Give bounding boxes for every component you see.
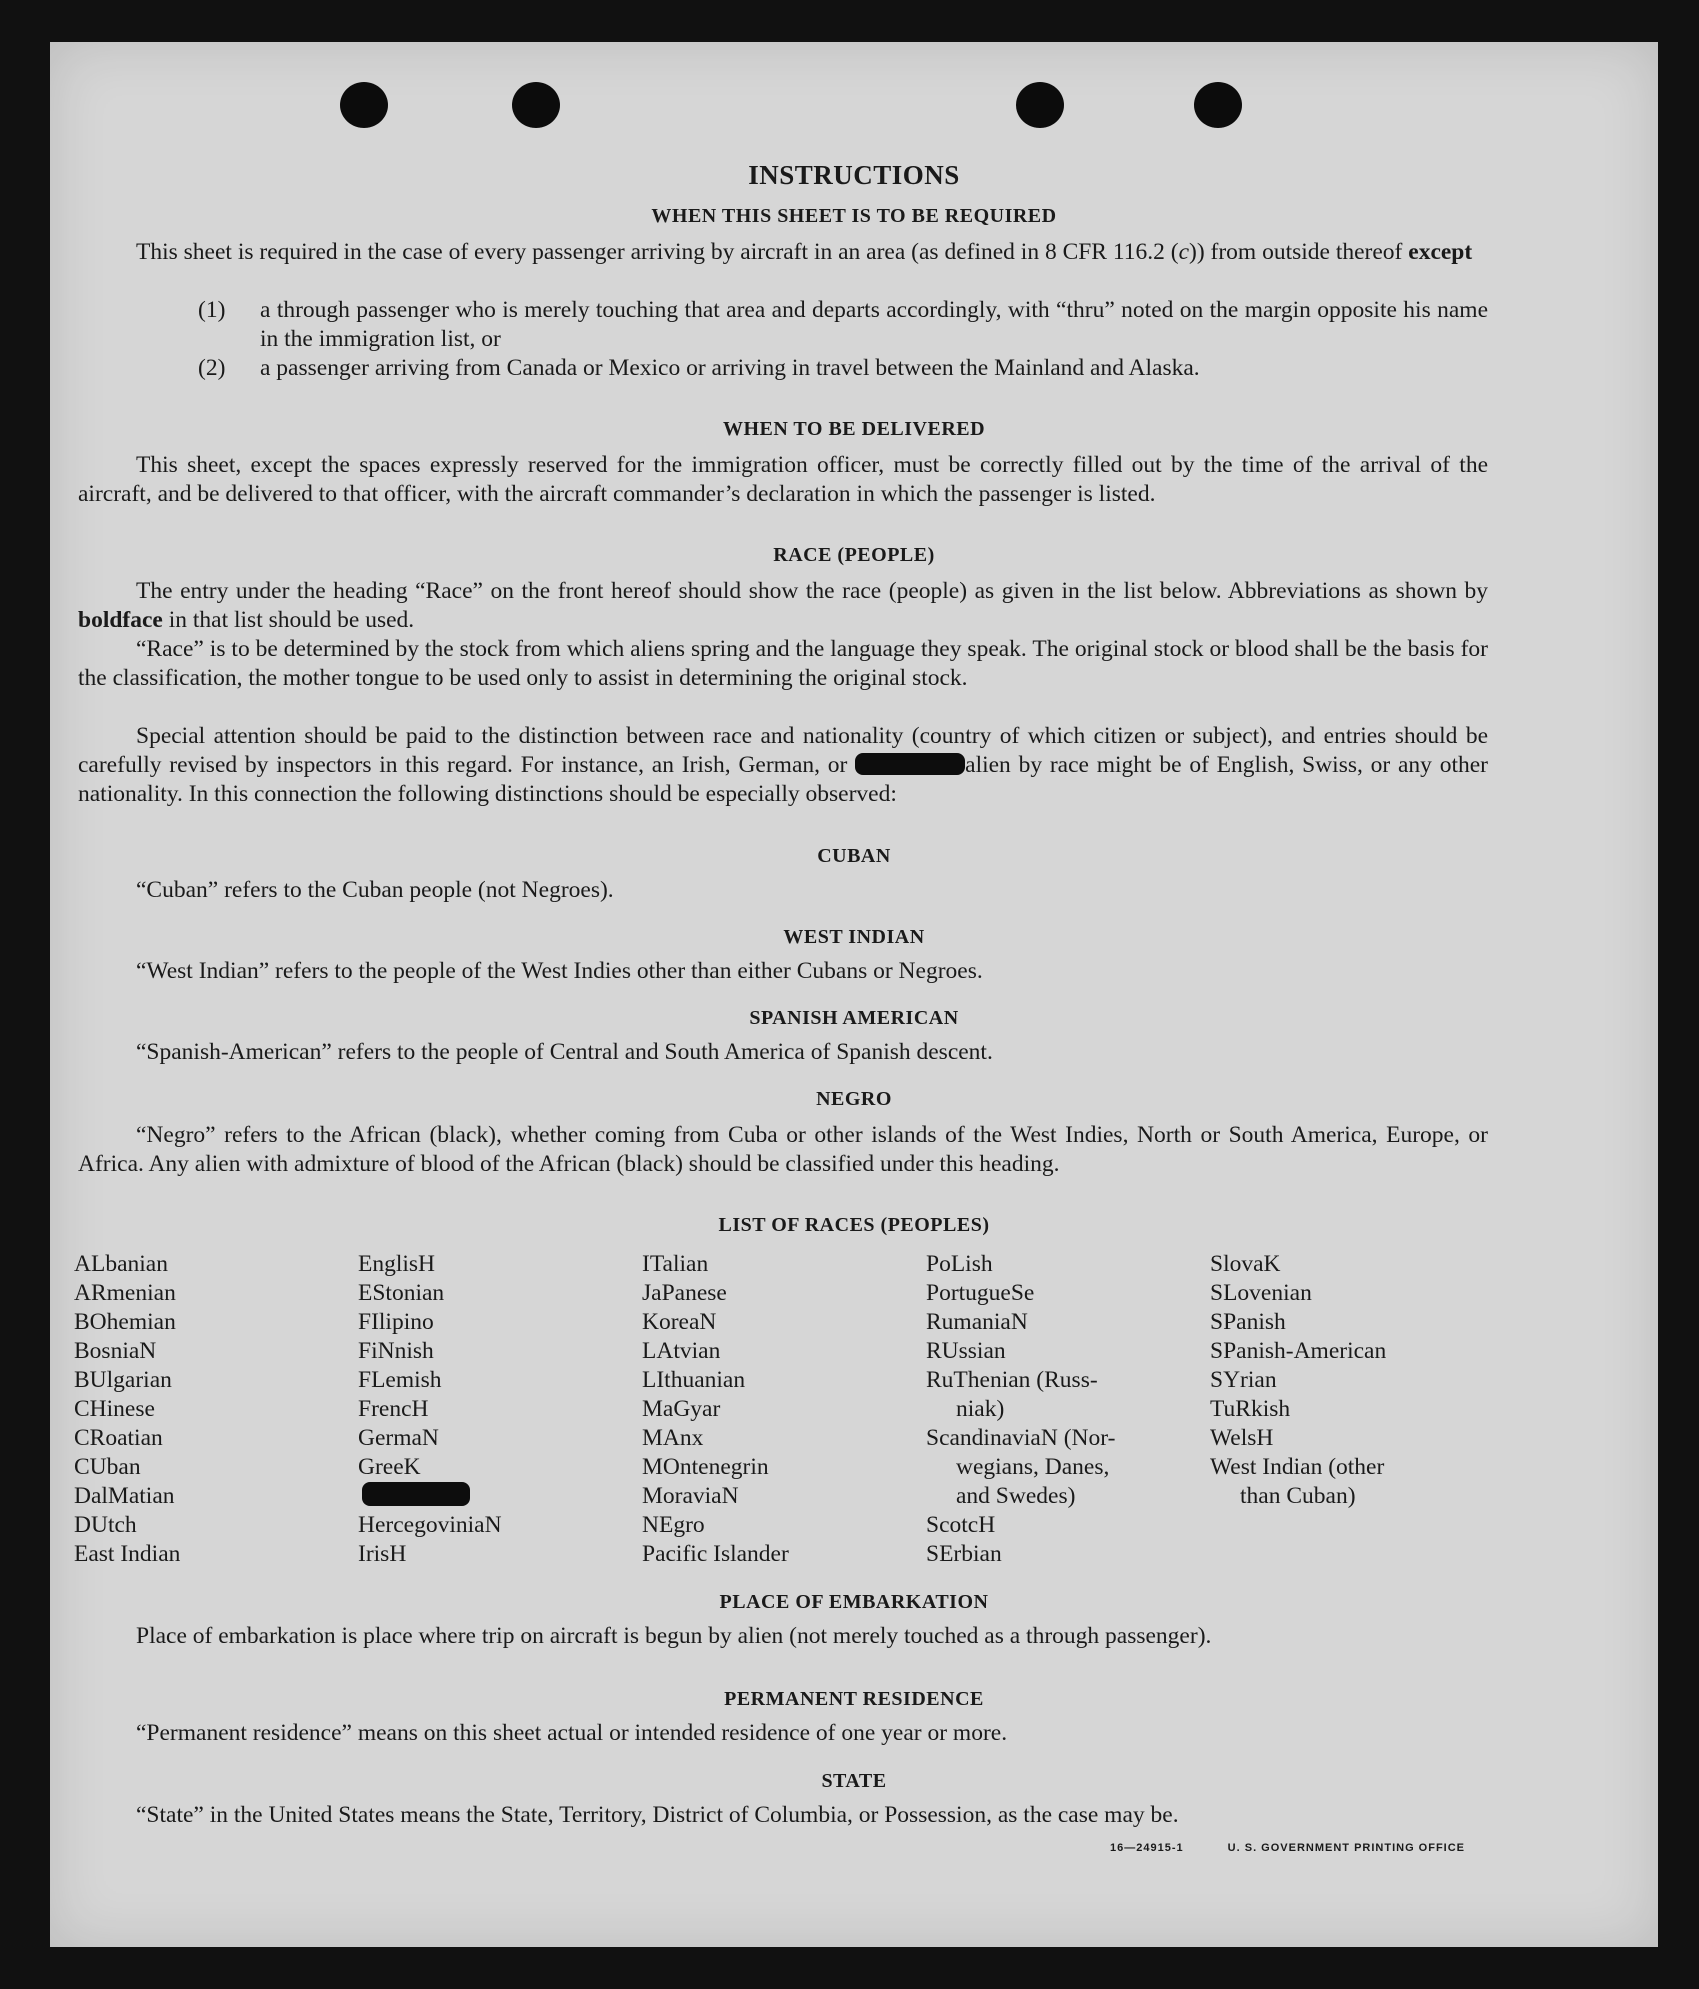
race-entry: EnglisH	[358, 1251, 436, 1277]
race-entry: East Indian	[74, 1541, 181, 1567]
race-entry: MaGyar	[642, 1396, 721, 1422]
race-entry: RuThenian (Russ-	[926, 1367, 1098, 1393]
west-indian-text: “West Indian” refers to the people of the West Indies other than either Cubans or Negroes.	[136, 958, 983, 984]
races-column	[1210, 1250, 1494, 1569]
punch-hole	[1016, 82, 1064, 128]
instruction-sheet	[50, 42, 1658, 1947]
redacted-entry	[358, 1482, 642, 1511]
races-list	[74, 1250, 1494, 1569]
redaction-mark	[855, 753, 965, 775]
race-paragraph-1: The entry under the heading “Race” on the front hereof should show the race (people) as given in the list below. Abbreviations as shown by boldface in that list should be used.	[78, 578, 1488, 633]
race-entry: PoLish	[926, 1251, 993, 1277]
race-entry: SYrian	[1210, 1367, 1277, 1393]
races-column	[74, 1250, 358, 1569]
race-entry: BUlgarian	[74, 1367, 172, 1393]
race-entry: IrisH	[358, 1541, 407, 1567]
heading-cuban: CUBAN	[817, 845, 891, 867]
race-entry: ALbanian	[74, 1251, 168, 1277]
negro-text: “Negro” refers to the African (black), whether coming from Cuba or other islands of the West Indies, North or South America, Europe, or Africa. Any alien with admixture of blood of the African (black) should be classified under this heading.	[78, 1122, 1488, 1177]
race-entry: West Indian (other	[1210, 1454, 1385, 1480]
race-entry: MAnx	[642, 1425, 704, 1451]
heading-west-indian: WEST INDIAN	[783, 926, 925, 948]
redaction-mark	[362, 1482, 470, 1506]
race-entry: RumaniaN	[926, 1309, 1028, 1335]
race-entry-continued: niak)	[956, 1396, 1005, 1422]
heading-spanish-american: SPANISH AMERICAN	[749, 1007, 959, 1029]
race-entry: LAtvian	[642, 1338, 721, 1364]
race-entry-continued: and Swedes)	[956, 1483, 1076, 1509]
state-text: “State” in the United States means the State, Territory, District of Columbia, or Possession, as the case may be.	[136, 1802, 1179, 1828]
heading-when-required: WHEN THIS SHEET IS TO BE REQUIRED	[651, 205, 1057, 227]
race-entry: ScandinaviaN (Nor-	[926, 1425, 1116, 1451]
form-code: 16—24915-1	[1110, 1842, 1184, 1854]
race-entry-continued: than Cuban)	[1240, 1483, 1356, 1509]
race-entry: NEgro	[642, 1512, 705, 1538]
race-entry: FiNnish	[358, 1338, 434, 1364]
heading-permanent-residence: PERMANENT RESIDENCE	[724, 1688, 984, 1710]
race-entry: CHinese	[74, 1396, 155, 1422]
race-paragraph-3: Special attention should be paid to the distinction between race and nationality (country of which citizen or subject), and entries should be carefully revised by inspectors in this regard. For instance, an Irish, German, or alien by race might be of English, Swiss, or any other nationality. In this connection the following distinctions should be especially observed:	[78, 723, 1488, 807]
punch-hole	[512, 82, 560, 128]
race-entry: FIlipino	[358, 1309, 434, 1335]
race-entry: KoreaN	[642, 1309, 717, 1335]
race-entry: PortugueSe	[926, 1280, 1035, 1306]
race-entry: ITalian	[642, 1251, 709, 1277]
race-entry: Pacific Islander	[642, 1541, 789, 1567]
when-required-intro: This sheet is required in the case of every passenger arriving by aircraft in an area (as defined in 8 CFR 116.2 (c)) from outside thereof except	[136, 239, 1473, 265]
race-entry: GermaN	[358, 1425, 439, 1451]
cuban-text: “Cuban” refers to the Cuban people (not Negroes).	[136, 877, 614, 903]
race-entry: SLovenian	[1210, 1280, 1312, 1306]
race-entry: SErbian	[926, 1541, 1002, 1567]
races-column	[358, 1250, 642, 1569]
when-delivered-text: This sheet, except the spaces expressly reserved for the immigration officer, must be correctly filled out by the time of the arrival of the aircraft, and be delivered to that officer, with the aircraft commander’s declaration in which the passenger is listed.	[78, 452, 1488, 507]
race-entry: BosniaN	[74, 1338, 157, 1364]
exception-item: (2) a passenger arriving from Canada or Mexico or arriving in travel between the Mainland and Alaska.	[198, 355, 1200, 381]
race-entry: CUban	[74, 1454, 141, 1480]
race-entry: JaPanese	[642, 1280, 727, 1306]
race-entry: WelsH	[1210, 1425, 1274, 1451]
race-entry: HercegoviniaN	[358, 1512, 502, 1538]
punch-hole	[1194, 82, 1242, 128]
permanent-residence-text: “Permanent residence” means on this sheet actual or intended residence of one year or more.	[136, 1720, 1008, 1746]
race-entry: LIthuanian	[642, 1367, 746, 1393]
heading-negro: NEGRO	[816, 1088, 892, 1110]
race-entry-continued: wegians, Danes,	[956, 1454, 1110, 1480]
printer-name: U. S. GOVERNMENT PRINTING OFFICE	[1227, 1842, 1466, 1854]
page-title: INSTRUCTIONS	[748, 160, 960, 190]
race-entry: MOntenegrin	[642, 1454, 769, 1480]
race-entry: RUssian	[926, 1338, 1006, 1364]
race-entry: FLemish	[358, 1367, 442, 1393]
race-entry: GreeK	[358, 1454, 421, 1480]
race-entry: CRoatian	[74, 1425, 163, 1451]
print-imprint	[1110, 1842, 1465, 1854]
heading-state: STATE	[821, 1770, 887, 1792]
spanish-american-text: “Spanish-American” refers to the people of Central and South America of Spanish descent.	[136, 1039, 993, 1065]
race-entry: ScotcH	[926, 1512, 996, 1538]
race-entry: ARmenian	[74, 1280, 176, 1306]
heading-race: RACE (PEOPLE)	[773, 544, 935, 566]
embarkation-text: Place of embarkation is place where trip on aircraft is begun by alien (not merely touched as a through passenger).	[136, 1623, 1212, 1649]
races-column	[926, 1250, 1210, 1569]
exception-item: (1) a through passenger who is merely touching that area and departs accordingly, with “thru” noted on the margin opposite his name in the immigration list, or	[198, 297, 1488, 352]
heading-list-of-races: LIST OF RACES (PEOPLES)	[718, 1214, 990, 1236]
race-entry: SlovaK	[1210, 1251, 1281, 1277]
race-entry: SPanish-American	[1210, 1338, 1387, 1364]
race-entry: DUtch	[74, 1512, 137, 1538]
race-entry: BOhemian	[74, 1309, 176, 1335]
races-column	[642, 1250, 926, 1569]
race-entry: EStonian	[358, 1280, 445, 1306]
heading-place-of-embarkation: PLACE OF EMBARKATION	[719, 1591, 989, 1613]
race-entry: DalMatian	[74, 1483, 175, 1509]
race-entry: SPanish	[1210, 1309, 1286, 1335]
race-entry: FrencH	[358, 1396, 429, 1422]
punch-hole	[340, 82, 388, 128]
race-paragraph-2: “Race” is to be determined by the stock from which aliens spring and the language they speak. The original stock or blood shall be the basis for the classification, the mother tongue to be used only to assist in determining the original stock.	[78, 636, 1488, 691]
race-entry: MoraviaN	[642, 1483, 739, 1509]
heading-when-delivered: WHEN TO BE DELIVERED	[722, 418, 986, 440]
race-entry: TuRkish	[1210, 1396, 1291, 1422]
